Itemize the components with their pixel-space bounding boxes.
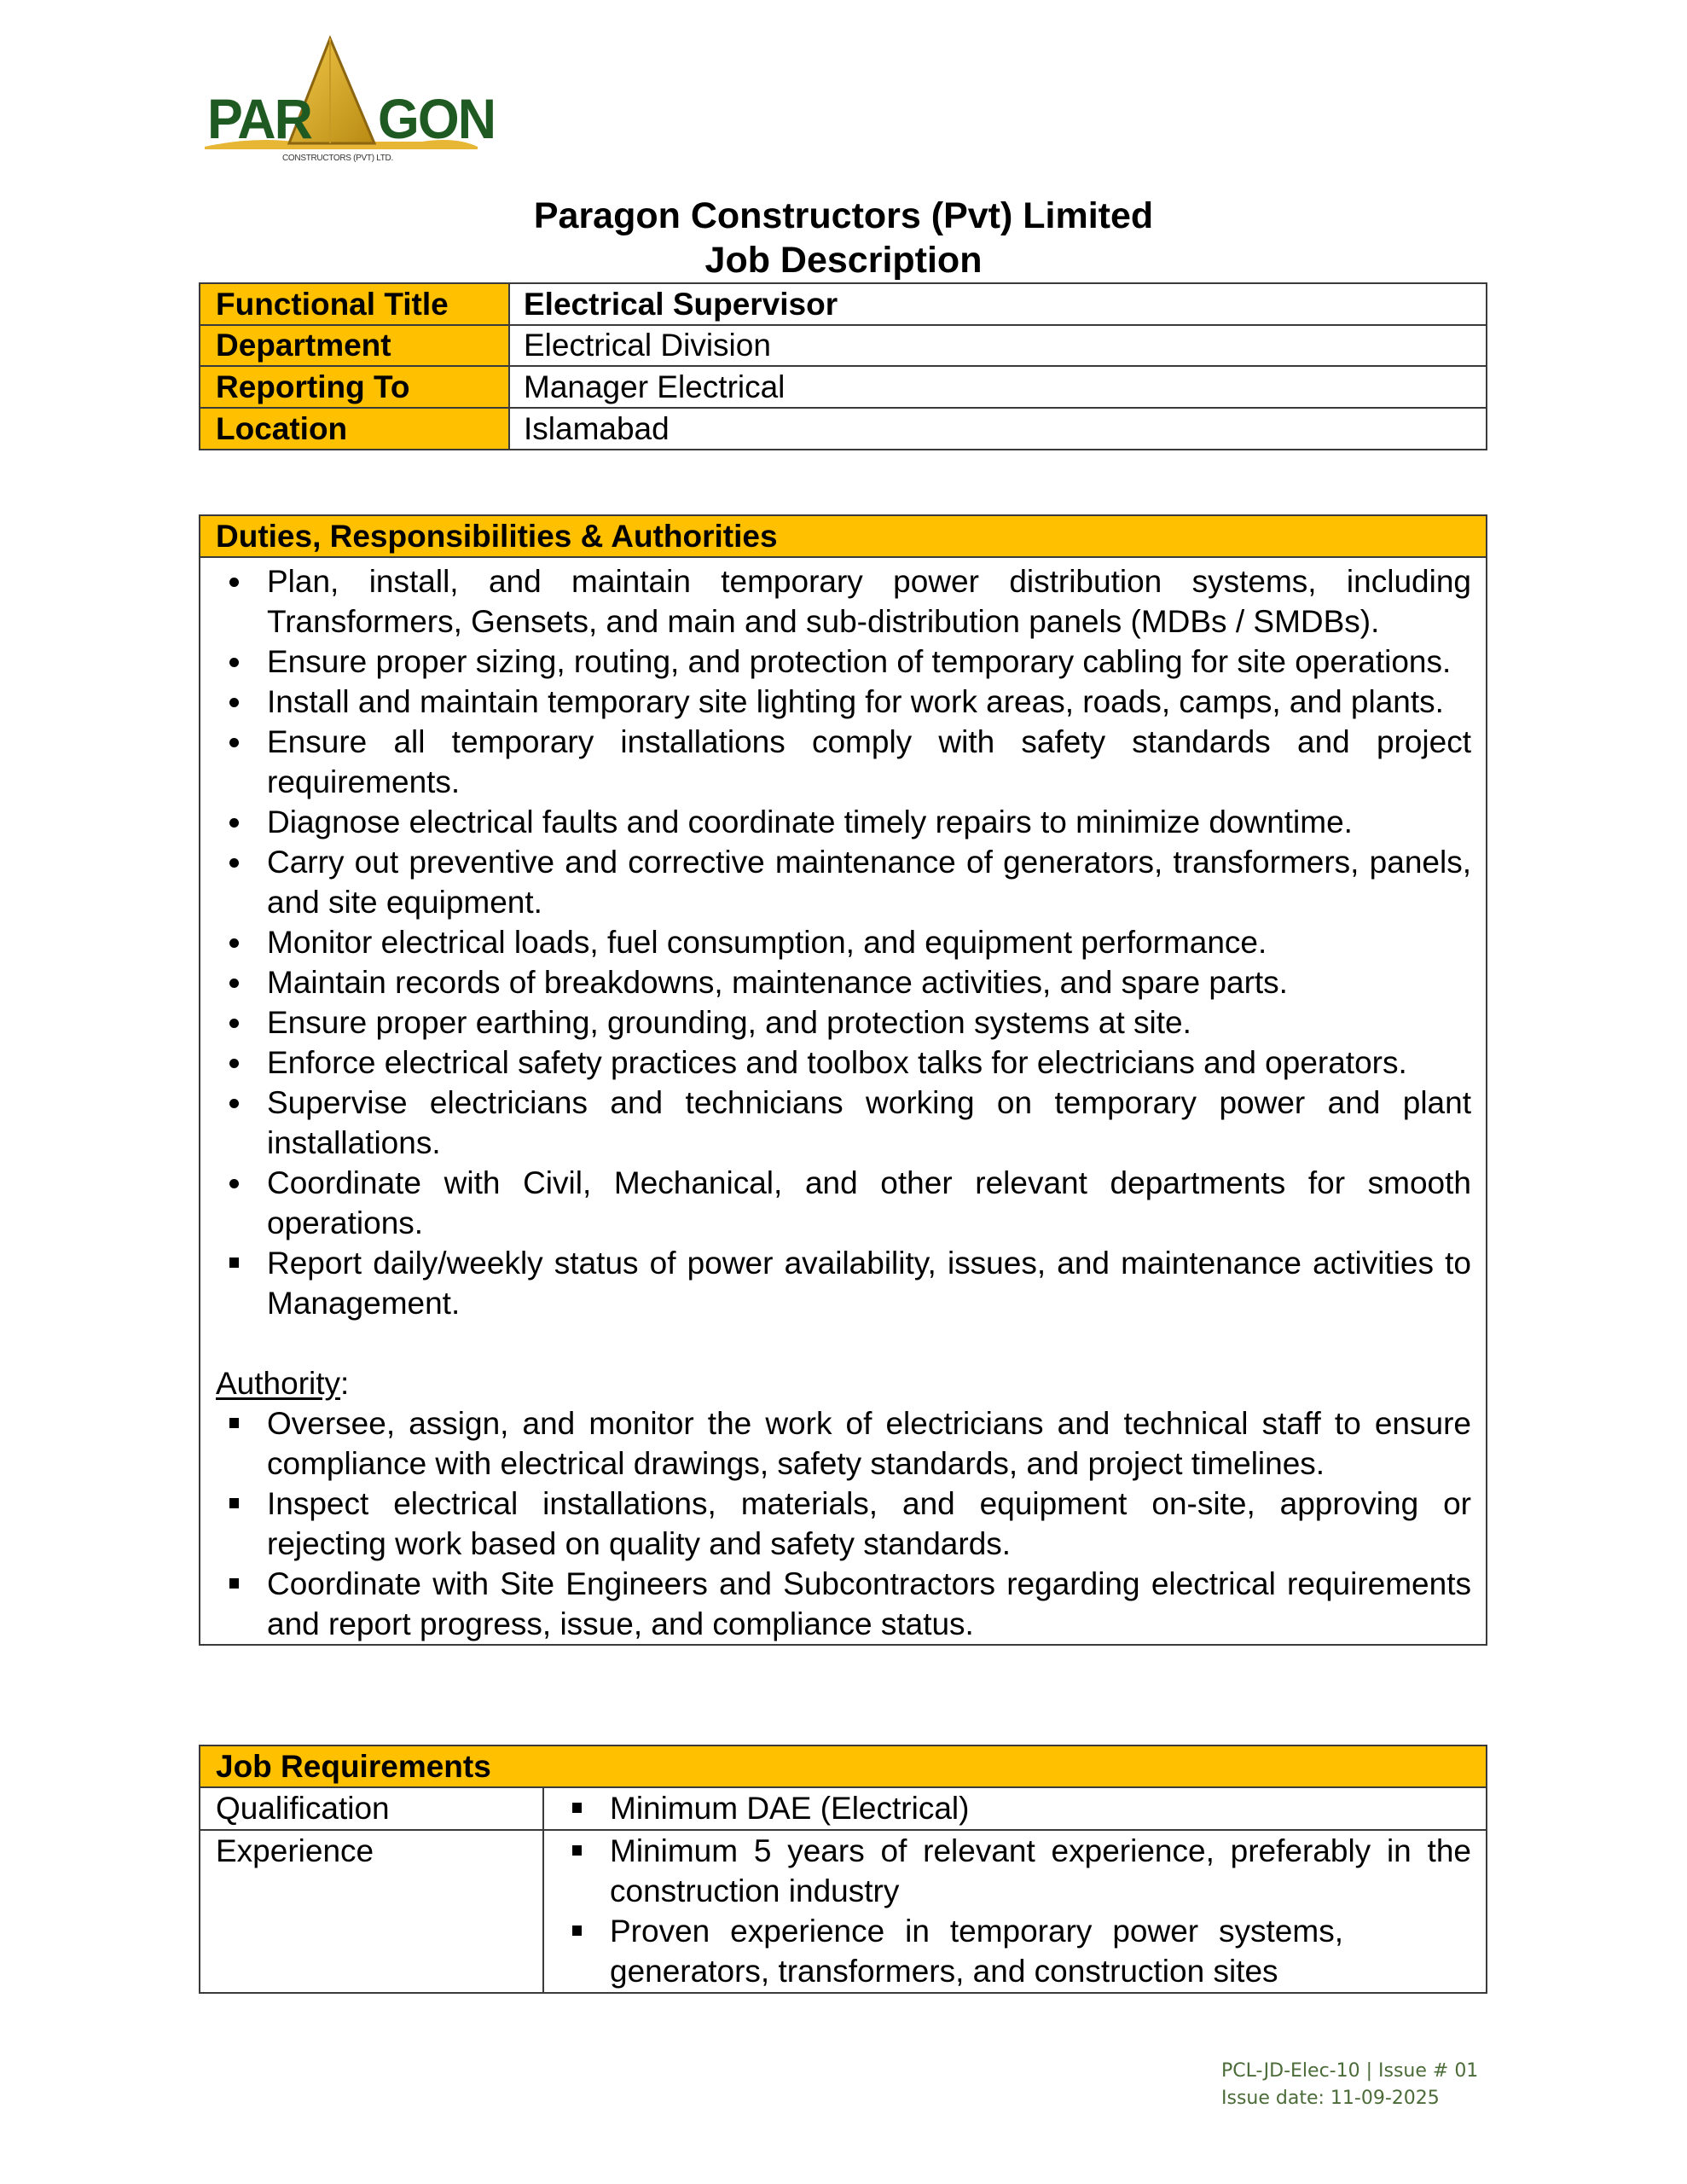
duty-item: Ensure proper sizing, routing, and protection of temporary cabling for site operations. bbox=[200, 642, 1471, 682]
requirement-row-experience bbox=[200, 1831, 1486, 1992]
duty-item: Carry out preventive and corrective maintenance of generators, transformers, panels, and site equipment. bbox=[200, 842, 1471, 922]
duties-header: Duties, Responsibilities & Authorities bbox=[200, 516, 1486, 558]
info-row-department bbox=[200, 326, 1486, 367]
authority-item: Inspect electrical installations, materials, and equipment on-site, approving or rejecting work based on quality and safety standards. bbox=[200, 1484, 1471, 1564]
company-logo bbox=[200, 32, 496, 173]
info-label: Location bbox=[200, 409, 510, 449]
info-label: Reporting To bbox=[200, 367, 510, 407]
requirement-label: Experience bbox=[200, 1831, 544, 1992]
info-row-functional-title bbox=[200, 284, 1486, 326]
bullet-dot-icon bbox=[229, 738, 239, 747]
authority-heading: Authority: bbox=[216, 1366, 350, 1401]
authority-item: Coordinate with Site Engineers and Subcontractors regarding electrical requirements and report progress, issue, and compliance status. bbox=[200, 1564, 1471, 1644]
bullet-dot-icon bbox=[229, 818, 239, 828]
requirement-row-qualification bbox=[200, 1788, 1486, 1831]
document-reference: PCL-JD-Elec-10 | Issue # 01 bbox=[1221, 2060, 1479, 2082]
bullet-square-icon bbox=[572, 1803, 582, 1813]
duty-item: Ensure all temporary installations comply with safety standards and project requirements. bbox=[200, 722, 1471, 802]
bullet-square-icon bbox=[229, 1498, 239, 1508]
duty-item: Coordinate with Civil, Mechanical, and other relevant departments for smooth operations. bbox=[200, 1163, 1471, 1243]
bullet-square-icon bbox=[229, 1418, 239, 1428]
job-info-table bbox=[199, 282, 1487, 450]
info-row-reporting-to bbox=[200, 367, 1486, 409]
info-value: Islamabad bbox=[524, 410, 670, 446]
info-value: Electrical Division bbox=[524, 328, 771, 363]
requirements-header: Job Requirements bbox=[200, 1746, 1486, 1788]
bullet-dot-icon bbox=[229, 1179, 239, 1188]
requirement-item: Proven experience in temporary power systems, generators, transformers, and construction sites bbox=[544, 1911, 1471, 1991]
bullet-dot-icon bbox=[229, 1099, 239, 1108]
bullet-square-icon bbox=[229, 1578, 239, 1589]
bullet-square-icon bbox=[572, 1845, 582, 1856]
info-row-location bbox=[200, 409, 1486, 449]
bullet-square-icon bbox=[229, 1258, 239, 1268]
duty-item: Maintain records of breakdowns, maintenance activities, and spare parts. bbox=[200, 962, 1471, 1002]
bullet-dot-icon bbox=[229, 1019, 239, 1028]
info-label: Functional Title bbox=[200, 284, 510, 324]
authority-item: Oversee, assign, and monitor the work of electricians and technical staff to ensure compliance with electrical drawings, safety standards, and project timelines. bbox=[200, 1403, 1471, 1484]
requirements-table bbox=[199, 1745, 1487, 1994]
requirement-label: Qualification bbox=[200, 1788, 544, 1829]
duty-item: Enforce electrical safety practices and toolbox talks for electricians and operators. bbox=[200, 1043, 1471, 1083]
logo-subtitle: CONSTRUCTORS (PVT) LTD. bbox=[282, 154, 393, 163]
bullet-square-icon bbox=[572, 1926, 582, 1936]
requirement-item: Minimum DAE (Electrical) bbox=[544, 1788, 1471, 1828]
info-value: Manager Electrical bbox=[524, 369, 786, 404]
requirement-item: Minimum 5 years of relevant experience, preferably in the construction industry bbox=[544, 1831, 1471, 1911]
bullet-dot-icon bbox=[229, 979, 239, 988]
duty-item: Install and maintain temporary site lighting for work areas, roads, camps, and plants. bbox=[200, 682, 1471, 722]
logo-word-left: PAR bbox=[207, 87, 312, 150]
duty-item: Supervise electricians and technicians working on temporary power and plant installations. bbox=[200, 1083, 1471, 1163]
bullet-dot-icon bbox=[229, 938, 239, 948]
duties-section bbox=[199, 514, 1487, 1646]
bullet-dot-icon bbox=[229, 658, 239, 667]
company-name: Paragon Constructors (Pvt) Limited bbox=[533, 195, 1154, 236]
info-label: Department bbox=[200, 326, 510, 365]
bullet-dot-icon bbox=[229, 858, 239, 868]
bullet-dot-icon bbox=[229, 1059, 239, 1068]
duty-item: Ensure proper earthing, grounding, and protection systems at site. bbox=[200, 1002, 1471, 1043]
duty-item: Monitor electrical loads, fuel consumption, and equipment performance. bbox=[200, 922, 1471, 962]
info-value: Electrical Supervisor bbox=[524, 286, 838, 322]
issue-date: Issue date: 11-09-2025 bbox=[1221, 2088, 1440, 2109]
logo-word-right: GON bbox=[378, 87, 496, 150]
bullet-dot-icon bbox=[229, 578, 239, 587]
document-title: Job Description bbox=[704, 240, 983, 281]
duty-item: Plan, install, and maintain temporary power distribution systems, including Transformers, Gensets, and main and sub-distribution panels (MDBs / SMDBs). bbox=[200, 561, 1471, 642]
duty-item: Diagnose electrical faults and coordinate timely repairs to minimize downtime. bbox=[200, 802, 1471, 842]
duty-item: Report daily/weekly status of power availability, issues, and maintenance activities to Management. bbox=[200, 1243, 1471, 1323]
duties-list bbox=[200, 558, 1486, 1644]
bullet-dot-icon bbox=[229, 698, 239, 707]
